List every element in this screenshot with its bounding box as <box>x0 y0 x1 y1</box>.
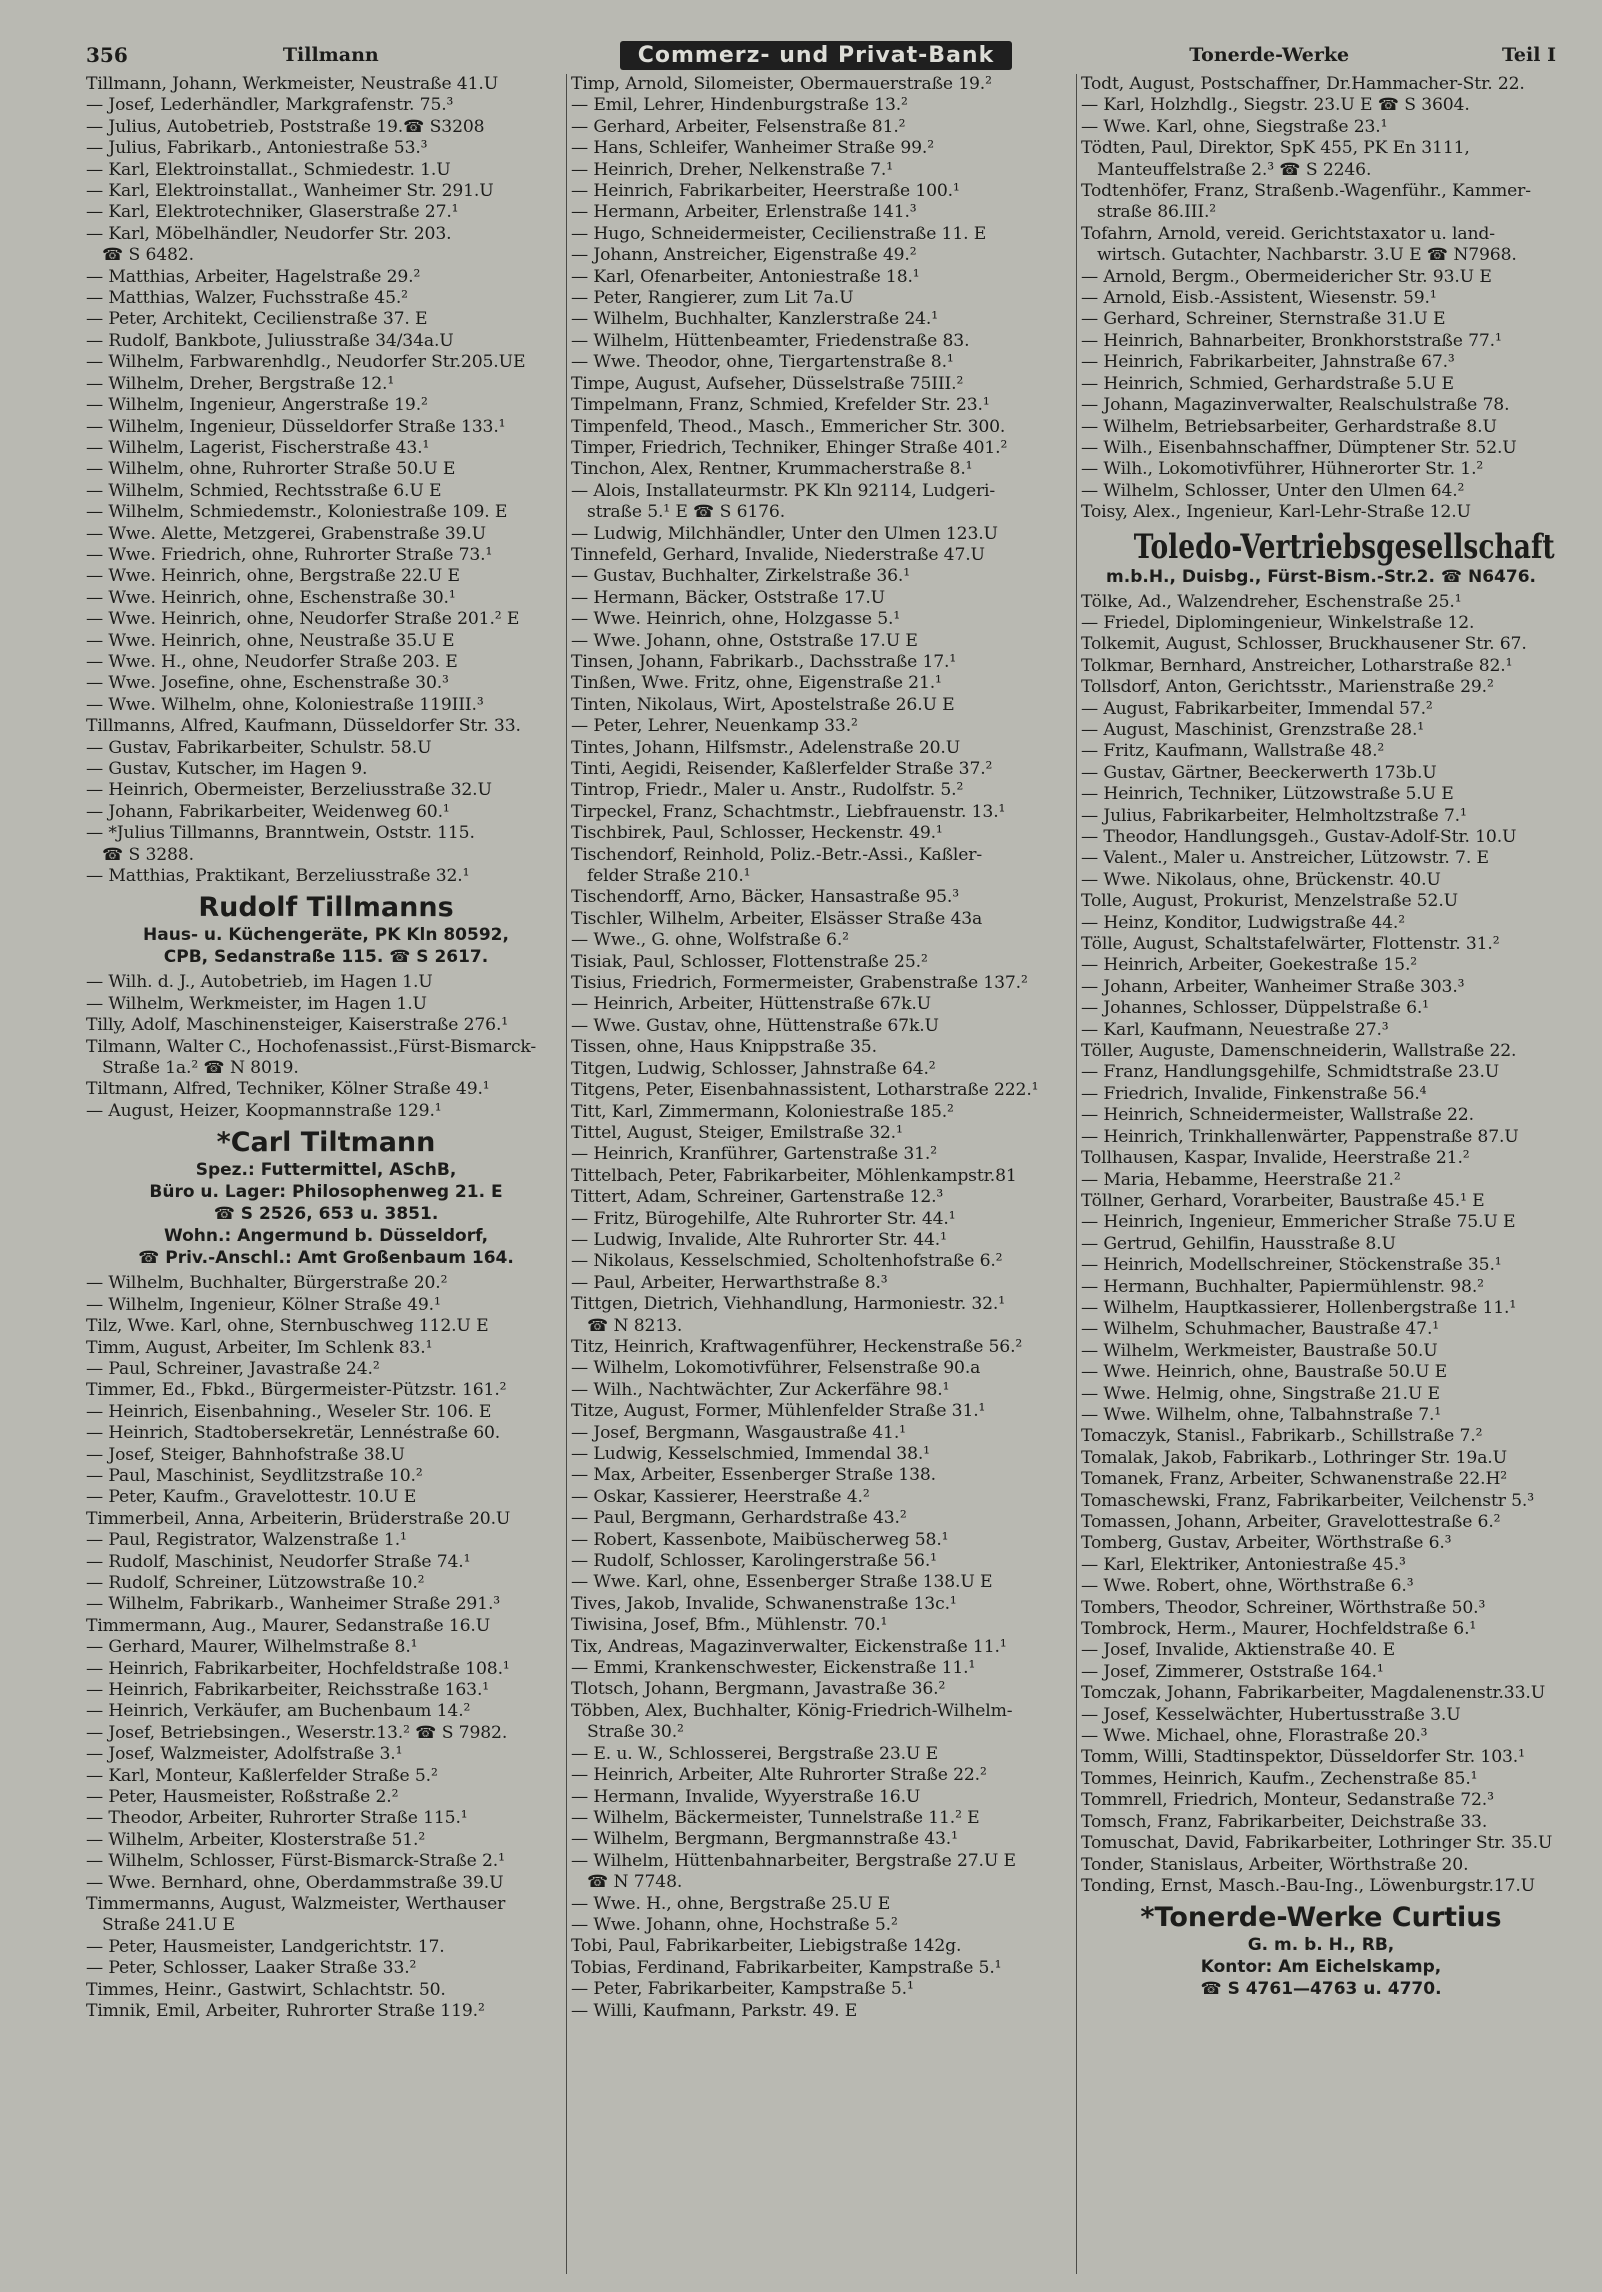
directory-entry: — Wilhelm, Schmied, Rechtsstraße 6.U E <box>86 480 442 501</box>
directory-entry: Timp, Arnold, Silomeister, Obermauerstraße 19.² <box>571 74 992 94</box>
directory-entry: Todtenhöfer, Franz, Straßenb.-Wagenführ., Kammer- <box>1081 181 1531 202</box>
directory-entry: — Friedrich, Invalide, Finkenstraße 56.⁴ <box>1081 1083 1427 1104</box>
directory-entry: — Wilhelm, Bäckermeister, Tunnelstraße 11.² E <box>571 1807 980 1828</box>
directory-entry: — Josef, Kesselwächter, Hubertusstraße 3.U <box>1081 1704 1461 1725</box>
directory-entry: — Gertrud, Gehilfin, Hausstraße 8.U <box>1081 1233 1396 1254</box>
directory-entry: — Wilhelm, Werkmeister, im Hagen 1.U <box>86 993 427 1014</box>
directory-entry: — Josef, Zimmerer, Oststraße 164.¹ <box>1081 1661 1384 1682</box>
directory-entry: — Oskar, Kassierer, Heerstraße 4.² <box>571 1486 870 1507</box>
directory-entry: — Friedel, Diplomingenieur, Winkelstraße 12. <box>1081 612 1475 633</box>
directory-entry: — Gustav, Kutscher, im Hagen 9. <box>86 759 368 779</box>
directory-entry: — Wilhelm, Werkmeister, Baustraße 50.U <box>1081 1340 1438 1361</box>
advert-carl-tiltmann <box>86 1126 566 1269</box>
directory-entry: — Peter, Hausmeister, Landgerichtstr. 17. <box>86 1936 445 1957</box>
advert-toledo <box>1081 528 1561 588</box>
directory-entry: — Heinrich, Obermeister, Berzeliusstraße 32.U <box>86 780 492 801</box>
directory-entry: — Karl, Monteur, Kaßlerfelder Straße 5.² <box>86 1765 438 1786</box>
entry-list-1a <box>86 74 566 887</box>
directory-entry: — Hermann, Buchhalter, Papiermühlenstr. 98.² <box>1081 1276 1484 1297</box>
directory-entry: — Paul, Arbeiter, Herwarthstraße 8.³ <box>571 1272 888 1293</box>
directory-entry: — Wwe. H., ohne, Neudorfer Straße 203. E <box>86 651 458 672</box>
directory-entry: — Karl, Elektrotechniker, Glaserstraße 27.¹ <box>86 202 459 223</box>
directory-entry: Tillmann, Johann, Werkmeister, Neustraße 41.U <box>86 74 499 94</box>
directory-entry: — Wwe. Heinrich, ohne, Eschenstraße 30.¹ <box>86 587 456 608</box>
directory-entry: Tilmann, Walter C., Hochofenassist.,Fürst-Bismarck- <box>86 1036 537 1057</box>
directory-entry: — Theodor, Handlungsgeh., Gustav-Adolf-Str. 10.U <box>1081 827 1517 847</box>
directory-entry: Tives, Jakob, Invalide, Schwanenstraße 13c.¹ <box>571 1593 957 1614</box>
left-headword: Tillmann <box>282 44 379 66</box>
directory-entry: — Wilhelm, Lokomotivführer, Felsenstraße 90.a <box>571 1358 981 1379</box>
directory-entry: — Wwe. Karl, ohne, Essenberger Straße 138.U E <box>571 1572 993 1593</box>
directory-entry: Tiltmann, Alfred, Techniker, Kölner Straße 49.¹ <box>86 1079 490 1100</box>
advert-title: Rudolf Tillmanns <box>198 892 454 924</box>
directory-entry: — Heinrich, Kranführer, Gartenstraße 31.² <box>571 1144 937 1165</box>
directory-entry: Tinchon, Alex, Rentner, Krummacherstraße 8.¹ <box>571 459 973 480</box>
directory-entry: — Wwe. Heinrich, ohne, Neudorfer Straße 201.² E <box>86 609 520 630</box>
directory-entry: Timmermann, Aug., Maurer, Sedanstraße 16.U <box>86 1615 491 1636</box>
directory-entry: — Wwe. Robert, ohne, Wörthstraße 6.³ <box>1081 1576 1414 1597</box>
directory-entry: Toisy, Alex., Ingenieur, Karl-Lehr-Straße 12.U <box>1081 502 1471 523</box>
directory-entry: — Wwe. Nikolaus, ohne, Brückenstr. 40.U <box>1081 869 1441 890</box>
directory-entry: Tolkemit, August, Schlosser, Bruckhausener Str. 67. <box>1081 634 1527 655</box>
directory-entry: — Hugo, Schneidermeister, Cecilienstraße 11. E <box>571 223 987 244</box>
directory-entry: — Heinrich, Arbeiter, Alte Ruhrorter Straße 22.² <box>571 1765 987 1786</box>
directory-entry: — *Julius Tillmanns, Branntwein, Oststr. 115. <box>86 823 475 844</box>
directory-entry: Tomanek, Franz, Arbeiter, Schwanenstraße 22.H² <box>1081 1469 1508 1490</box>
directory-entry: — Wilhelm, Bergmann, Bergmannstraße 43.¹ <box>571 1829 958 1850</box>
directory-entry: Tischbirek, Paul, Schlosser, Heckenstr. 49.¹ <box>571 823 943 844</box>
advert-rudolf-tillmanns <box>86 891 566 968</box>
directory-entry: — Wilhelm, Fabrikarb., Wanheimer Straße 291.³ <box>86 1594 501 1615</box>
directory-entry: — Rudolf, Maschinist, Neudorfer Straße 74.¹ <box>86 1551 471 1572</box>
directory-entry: — Wilh., Nachtwächter, Zur Ackerfähre 98.¹ <box>571 1379 950 1400</box>
advert-line: ☎ S 4761—4763 u. 4770. <box>1200 1979 1442 2000</box>
directory-entry: — Ludwig, Milchhändler, Unter den Ulmen 123.U <box>571 523 998 544</box>
directory-entry: Töller, Auguste, Damenschneiderin, Wallstraße 22. <box>1081 1041 1517 1062</box>
directory-entry: — August, Fabrikarbeiter, Immendal 57.² <box>1081 698 1433 719</box>
directory-entry: — Wilhelm, Buchhalter, Bürgerstraße 20.² <box>86 1273 448 1294</box>
advert-line: Wohn.: Angermund b. Düsseldorf, <box>163 1226 489 1247</box>
directory-entry: — Johann, Anstreicher, Eigenstraße 49.² <box>571 245 917 266</box>
directory-entry: Tinsen, Johann, Fabrikarb., Dachsstraße 17.¹ <box>571 651 957 672</box>
directory-entry: — Karl, Möbelhändler, Neudorfer Str. 203. <box>86 223 452 244</box>
directory-entry: — Wwe. H., ohne, Bergstraße 25.U E <box>571 1893 891 1914</box>
directory-entry: Titgens, Peter, Eisenbahnassistent, Lotharstraße 222.¹ <box>571 1080 1039 1101</box>
directory-entry: Tolle, August, Prokurist, Menzelstraße 52.U <box>1081 891 1458 912</box>
directory-entry: — Heinrich, Arbeiter, Hüttenstraße 67k.U <box>571 994 931 1015</box>
directory-entry: — Fritz, Bürogehilfe, Alte Ruhrorter Str. 44.¹ <box>571 1208 956 1229</box>
directory-entry: — Karl, Elektriker, Antoniestraße 45.³ <box>1081 1554 1406 1575</box>
directory-entry: — Josef, Betriebsingen., Weserstr.13.² ☎ S 7982. <box>86 1722 508 1743</box>
directory-entry: Tobi, Paul, Fabrikarbeiter, Liebigstraße 142g. <box>571 1936 962 1957</box>
directory-entry: Tittel, August, Steiger, Emilstraße 32.¹ <box>571 1122 903 1143</box>
directory-entry: Titgen, Ludwig, Schlosser, Jahnstraße 64.² <box>571 1058 936 1079</box>
directory-entry: — Wilhelm, Schlosser, Unter den Ulmen 64.² <box>1081 480 1465 501</box>
column-1 <box>86 74 566 2274</box>
directory-entry: Timnik, Emil, Arbeiter, Ruhrorter Straße 119.² <box>86 2001 485 2022</box>
entry-list-1b <box>86 972 566 1122</box>
right-headword: Tonerde-Werke <box>1189 44 1350 66</box>
directory-entry: — Matthias, Praktikant, Berzeliusstraße 32.¹ <box>86 866 470 887</box>
directory-entry: — Wwe. Alette, Metzgerei, Grabenstraße 39.U <box>86 523 486 544</box>
directory-entry: — Heinrich, Fabrikarbeiter, Hochfeldstraße 108.¹ <box>86 1658 510 1679</box>
directory-entry: Straße 1a.² ☎ N 8019. <box>86 1058 299 1079</box>
directory-entry: — Wwe. Wilhelm, ohne, Koloniestraße 119III.³ <box>86 694 484 715</box>
directory-entry: — Heinrich, Trinkhallenwärter, Pappenstraße 87.U <box>1081 1126 1519 1147</box>
directory-entry: Straße 30.² <box>571 1722 684 1743</box>
directory-entry: Tonding, Ernst, Masch.-Bau-Ing., Löwenburgstr.17.U <box>1081 1875 1536 1896</box>
directory-entry: — Peter, Schlosser, Laaker Straße 33.² <box>86 1958 417 1979</box>
directory-entry: — August, Heizer, Koopmannstraße 129.¹ <box>86 1100 442 1121</box>
directory-entry: — Emil, Lehrer, Hindenburgstraße 13.² <box>571 95 908 116</box>
directory-entry: — Julius, Fabrikarb., Antoniestraße 53.³ <box>86 138 428 159</box>
directory-entry: Timpelmann, Franz, Schmied, Krefelder Str. 23.¹ <box>571 395 990 416</box>
directory-entry: — Peter, Fabrikarbeiter, Kampstraße 5.¹ <box>571 1979 914 2000</box>
directory-entry: Tomberg, Gustav, Arbeiter, Wörthstraße 6.³ <box>1081 1533 1452 1554</box>
directory-entry: — August, Maschinist, Grenzstraße 28.¹ <box>1081 719 1425 740</box>
directory-entry: Tlotsch, Johann, Bergmann, Javastraße 36.² <box>571 1679 946 1700</box>
directory-entry: — Wilhelm, ohne, Ruhrorter Straße 50.U E <box>86 459 456 480</box>
directory-entry: — Heinrich, Fabrikarbeiter, Reichsstraße 163.¹ <box>86 1680 490 1700</box>
directory-entry: — Gerhard, Schreiner, Sternstraße 31.U E <box>1081 309 1446 330</box>
directory-entry: — Josef, Lederhändler, Markgrafenstr. 75.³ <box>86 95 454 116</box>
directory-entry: Tobias, Ferdinand, Fabrikarbeiter, Kampstraße 5.¹ <box>571 1957 1002 1978</box>
directory-entry: Todt, August, Postschaffner, Dr.Hammacher-Str. 22. <box>1081 74 1525 94</box>
directory-entry: Tilly, Adolf, Maschinensteiger, Kaiserstraße 276.¹ <box>86 1015 508 1036</box>
directory-entry: Titt, Karl, Zimmermann, Koloniestraße 185.² <box>571 1101 954 1122</box>
directory-entry: Tisiak, Paul, Schlosser, Flottenstraße 25.² <box>571 951 928 972</box>
directory-entry: felder Straße 210.¹ <box>571 866 751 887</box>
directory-entry: — Max, Arbeiter, Essenberger Straße 138. <box>571 1465 936 1486</box>
directory-entry: Titze, August, Former, Mühlenfelder Straße 31.¹ <box>571 1401 986 1422</box>
directory-entry: Tommes, Heinrich, Kaufm., Zechenstraße 85.¹ <box>1081 1768 1478 1789</box>
directory-entry: — Paul, Bergmann, Gerhardstraße 43.² <box>571 1508 907 1529</box>
directory-entry: — Hermann, Arbeiter, Erlenstraße 141.³ <box>571 202 917 223</box>
directory-entry: Tilz, Wwe. Karl, ohne, Sternbuschweg 112.U E <box>86 1316 489 1337</box>
directory-entry: ☎ S 6482. <box>86 245 194 266</box>
directory-entry: — Wwe. Helmig, ohne, Singstraße 21.U E <box>1081 1383 1440 1404</box>
directory-entry: — Karl, Holzhdlg., Siegstr. 23.U E ☎ S 3604. <box>1081 95 1470 116</box>
directory-entry: Tischler, Wilhelm, Arbeiter, Elsässer Straße 43a <box>571 908 983 929</box>
directory-entry: — Josef, Walzmeister, Adolfstraße 3.¹ <box>86 1744 403 1765</box>
directory-entry: Tomm, Willi, Stadtinspektor, Düsseldorfer Str. 103.¹ <box>1081 1747 1525 1768</box>
directory-entry: Tölke, Ad., Walzendreher, Eschenstraße 25.¹ <box>1081 591 1462 612</box>
entry-list-3a <box>1081 74 1561 524</box>
directory-entry: Tomaczyk, Stanisl., Fabrikarb., Schillstraße 7.² <box>1081 1426 1483 1447</box>
directory-entry: — Valent., Maler u. Anstreicher, Lützowstr. 7. E <box>1081 848 1489 869</box>
directory-entry: — Heinrich, Bahnarbeiter, Bronkhorststraße 77.¹ <box>1081 330 1502 351</box>
directory-entry: Tollsdorf, Anton, Gerichtsstr., Marienstraße 29.² <box>1081 677 1494 698</box>
directory-entry: — Wilhelm, Ingenieur, Angerstraße 19.² <box>86 395 428 416</box>
directory-entry: straße 5.¹ E ☎ S 6176. <box>571 502 786 523</box>
directory-entry: — Wilhelm, Ingenieur, Kölner Straße 49.¹ <box>86 1294 441 1315</box>
directory-entry: Tisius, Friedrich, Formermeister, Grabenstraße 137.² <box>571 973 1028 994</box>
advert-line: ☎ S 2526, 653 u. 3851. <box>213 1204 439 1225</box>
directory-entry: — Peter, Hausmeister, Roßstraße 2.² <box>86 1787 399 1808</box>
directory-entry: — Wilhelm, Hüttenbahnarbeiter, Bergstraße 27.U E <box>571 1850 1016 1871</box>
directory-entry: Tissen, ohne, Haus Knippstraße 35. <box>571 1037 877 1058</box>
directory-entry: Timmer, Ed., Fbkd., Bürgermeister-Pützstr. 161.² <box>86 1380 507 1401</box>
directory-entry: — Wwe. Heinrich, ohne, Holzgasse 5.¹ <box>571 609 901 630</box>
directory-entry: — Josef, Bergmann, Wasgaustraße 41.¹ <box>571 1422 906 1443</box>
directory-entry: — Emmi, Krankenschwester, Eickenstraße 11.¹ <box>571 1658 976 1679</box>
advert-line: Kontor: Am Eichelskamp, <box>1200 1957 1442 1978</box>
advert-line: G. m. b. H., RB, <box>1247 1935 1395 1956</box>
directory-entry: Tomsch, Franz, Fabrikarbeiter, Deichstraße 33. <box>1081 1811 1488 1832</box>
directory-entry: Tinnefeld, Gerhard, Invalide, Niederstraße 47.U <box>571 544 985 565</box>
directory-entry: — Wwe. Bernhard, ohne, Oberdammstraße 39.U <box>86 1872 504 1893</box>
directory-entry: Tomaschewski, Franz, Fabrikarbeiter, Veilchenstr 5.³ <box>1081 1490 1534 1511</box>
directory-entry: — Maria, Hebamme, Heerstraße 21.² <box>1081 1169 1401 1190</box>
directory-entry: — Matthias, Walzer, Fuchsstraße 45.² <box>86 288 408 309</box>
directory-entry: — Wwe. Michael, ohne, Florastraße 20.³ <box>1081 1726 1428 1747</box>
directory-entry: — Arnold, Eisb.-Assistent, Wiesenstr. 59.¹ <box>1081 288 1437 309</box>
directory-entry: — Wilhelm, Betriebsarbeiter, Gerhardstraße 8.U <box>1081 416 1497 437</box>
directory-entry: — Heinz, Konditor, Ludwigstraße 44.² <box>1081 912 1405 933</box>
directory-entry: ☎ N 8213. <box>571 1315 683 1336</box>
directory-entry: — Hermann, Bäcker, Oststraße 17.U <box>571 587 885 608</box>
directory-entry: Tonder, Stanislaus, Arbeiter, Wörthstraße 20. <box>1081 1854 1469 1875</box>
directory-entry: — Heinrich, Modellschreiner, Stöckenstraße 35.¹ <box>1081 1255 1502 1276</box>
directory-entry: — Gustav, Buchhalter, Zirkelstraße 36.¹ <box>571 566 910 587</box>
directory-entry: Tittelbach, Peter, Fabrikarbeiter, Möhlenkampstr.81 <box>571 1165 1017 1186</box>
column-3 <box>1076 74 1561 2274</box>
directory-entry: — Wwe. Karl, ohne, Siegstraße 23.¹ <box>1081 116 1388 137</box>
directory-entry: Timmermanns, August, Walzmeister, Werthauser <box>86 1894 506 1915</box>
directory-entry: — Fritz, Kaufmann, Wallstraße 48.² <box>1081 741 1385 762</box>
directory-entry: — Robert, Kassenbote, Maibüscherweg 58.¹ <box>571 1529 949 1550</box>
directory-entry: — Johann, Magazinverwalter, Realschulstraße 78. <box>1081 395 1510 416</box>
directory-entry: Tolkmar, Bernhard, Anstreicher, Lotharstraße 82.¹ <box>1081 655 1513 676</box>
directory-entry: — Hermann, Invalide, Wyyerstraße 16.U <box>571 1786 921 1807</box>
entry-list-3b <box>1081 592 1561 1898</box>
directory-entry: Tittert, Adam, Schreiner, Gartenstraße 12.³ <box>571 1187 944 1208</box>
directory-entry: — Rudolf, Bankbote, Juliusstraße 34/34a.U <box>86 330 454 351</box>
page-header <box>86 42 1556 68</box>
directory-entry: — Ludwig, Kesselschmied, Immendal 38.¹ <box>571 1444 930 1464</box>
directory-entry: Tofahrn, Arnold, vereid. Gerichtstaxator u. land- <box>1081 223 1495 244</box>
directory-entry: Timpenfeld, Theod., Masch., Emmericher Str. 300. <box>571 416 1006 437</box>
directory-entry: Többen, Alex, Buchhalter, König-Friedrich-Wilhelm- <box>571 1700 1013 1721</box>
directory-entry: — Alois, Installateurmstr. PK Kln 92114, Ludgeri- <box>571 480 996 501</box>
directory-entry: Straße 241.U E <box>86 1915 235 1936</box>
directory-entry: — Wilhelm, Schuhmacher, Baustraße 47.¹ <box>1081 1319 1440 1340</box>
directory-entry: — Willi, Kaufmann, Parkstr. 49. E <box>571 2000 858 2021</box>
directory-entry: wirtsch. Gutachter, Nachbarstr. 3.U E ☎ N7968. <box>1081 245 1517 266</box>
directory-entry: — Johannes, Schlosser, Düppelstraße 6.¹ <box>1081 998 1429 1019</box>
directory-entry: — Heinrich, Dreher, Nelkenstraße 7.¹ <box>571 159 893 180</box>
directory-entry: — Peter, Rangierer, zum Lit 7a.U <box>571 288 854 309</box>
directory-entry: Timmerbeil, Anna, Arbeiterin, Brüderstraße 20.U <box>86 1508 511 1529</box>
directory-entry: Tischendorff, Arno, Bäcker, Hansastraße 95.³ <box>571 887 959 908</box>
directory-entry: — Gerhard, Maurer, Wilhelmstraße 8.¹ <box>86 1637 418 1658</box>
advert-line: CPB, Sedanstraße 115. ☎ S 2617. <box>163 947 489 968</box>
directory-entry: Tomuschat, David, Fabrikarbeiter, Lothringer Str. 35.U <box>1081 1833 1553 1854</box>
directory-entry: — Heinrich, Ingenieur, Emmericher Straße 75.U E <box>1081 1212 1516 1233</box>
advert-line: Büro u. Lager: Philosophenweg 21. E <box>149 1182 503 1203</box>
directory-entry: Titz, Heinrich, Kraftwagenführer, Heckenstraße 56.² <box>571 1336 1023 1357</box>
directory-entry: — Nikolaus, Kesselschmied, Scholtenhofstraße 6.² <box>571 1251 1003 1272</box>
directory-entry: Tombers, Theodor, Schreiner, Wörthstraße 50.³ <box>1081 1597 1486 1618</box>
advert-title: Toledo-Vertriebsgesellschaft <box>1133 526 1555 567</box>
directory-entry: — Wilhelm, Schmiedemstr., Koloniestraße 109. E <box>86 502 508 523</box>
directory-entry: Tomczak, Johann, Fabrikarbeiter, Magdalenenstr.33.U <box>1081 1683 1546 1704</box>
directory-entry: — Heinrich, Verkäufer, am Buchenbaum 14.² <box>86 1701 471 1722</box>
directory-entry: — Wilhelm, Hüttenbeamter, Friedenstraße 83. <box>571 330 970 351</box>
directory-entry: — Wwe. Wilhelm, ohne, Talbahnstraße 7.¹ <box>1081 1404 1442 1425</box>
directory-entry: Tomalak, Jakob, Fabrikarb., Lothringer Str. 19a.U <box>1081 1447 1507 1468</box>
directory-entry: Manteuffelstraße 2.³ ☎ S 2246. <box>1081 159 1372 180</box>
directory-entry: Tirpeckel, Franz, Schachtmstr., Liebfrauenstr. 13.¹ <box>571 801 1006 822</box>
directory-entry: Tinten, Nikolaus, Wirt, Apostelstraße 26.U E <box>571 694 955 715</box>
directory-entry: Timm, August, Arbeiter, Im Schlenk 83.¹ <box>86 1337 433 1358</box>
directory-entry: — Johann, Arbeiter, Wanheimer Straße 303.³ <box>1081 976 1465 997</box>
page-number: 356 <box>86 43 128 67</box>
directory-entry: — Rudolf, Schreiner, Lützowstraße 10.² <box>86 1572 425 1593</box>
directory-entry: straße 86.III.² <box>1081 202 1217 223</box>
part-label: Teil I <box>1501 44 1556 66</box>
directory-entry: — Josef, Invalide, Aktienstraße 40. E <box>1081 1640 1396 1661</box>
directory-entry: — Hans, Schleifer, Wanheimer Straße 99.² <box>571 138 934 159</box>
directory-entry: — Heinrich, Fabrikarbeiter, Heerstraße 100.¹ <box>571 181 960 202</box>
directory-entry: — Heinrich, Eisenbahning., Weseler Str. 106. E <box>86 1401 492 1422</box>
advert-line: m.b.H., Duisbg., Fürst-Bism.-Str.2. ☎ N6476. <box>1106 566 1536 587</box>
directory-entry: — E. u. W., Schlosserei, Bergstraße 23.U E <box>571 1743 938 1764</box>
directory-entry: — Rudolf, Schlosser, Karolingerstraße 56.¹ <box>571 1551 937 1572</box>
directory-entry: ☎ N 7748. <box>571 1872 683 1893</box>
directory-entry: — Peter, Kaufm., Gravelottestr. 10.U E <box>86 1487 417 1508</box>
directory-entry: Tittgen, Dietrich, Viehhandlung, Harmoniestr. 32.¹ <box>571 1294 1005 1315</box>
directory-entry: — Paul, Schreiner, Javastraße 24.² <box>86 1358 380 1379</box>
directory-entry: Töllner, Gerhard, Vorarbeiter, Baustraße 45.¹ E <box>1081 1190 1485 1211</box>
directory-entry: — Wilhelm, Arbeiter, Klosterstraße 51.² <box>86 1829 426 1850</box>
directory-entry: — Theodor, Arbeiter, Ruhrorter Straße 115.¹ <box>86 1808 468 1829</box>
directory-entry: — Wilh., Lokomotivführer, Hühnerorter Str. 1.² <box>1081 459 1484 480</box>
entry-list-2 <box>571 74 1051 2022</box>
directory-entry: — Paul, Maschinist, Seydlitzstraße 10.² <box>86 1465 423 1486</box>
directory-entry: Tillmanns, Alfred, Kaufmann, Düsseldorfer Str. 33. <box>86 716 521 737</box>
entry-list-1c <box>86 1273 566 2022</box>
directory-entry: — Wwe. Gustav, ohne, Hüttenstraße 67k.U <box>571 1015 939 1036</box>
directory-entry: — Wilhelm, Hauptkassierer, Hollenbergstraße 11.¹ <box>1081 1297 1517 1318</box>
directory-entry: — Wwe. Theodor, ohne, Tiergartenstraße 8.¹ <box>571 352 954 373</box>
advert-tonerde-werke <box>1081 1901 1561 2000</box>
directory-entry: — Gustav, Fabrikarbeiter, Schulstr. 58.U <box>86 737 432 758</box>
directory-entry: Timmes, Heinr., Gastwirt, Schlachtstr. 50. <box>86 1979 446 2000</box>
directory-entry: — Wilhelm, Schlosser, Fürst-Bismarck-Straße 2.¹ <box>86 1851 505 1872</box>
directory-entry: — Heinrich, Schmied, Gerhardstraße 5.U E <box>1081 373 1454 394</box>
directory-entry: — Josef, Steiger, Bahnhofstraße 38.U <box>86 1444 405 1465</box>
directory-entry: Tix, Andreas, Magazinverwalter, Eickenstraße 11.¹ <box>571 1636 1007 1657</box>
advert-line: ☎ Priv.-Anschl.: Amt Großenbaum 164. <box>138 1248 514 1269</box>
directory-entry: Tintes, Johann, Hilfsmstr., Adelenstraße 20.U <box>571 737 961 758</box>
directory-entry: — Wwe. Heinrich, ohne, Baustraße 50.U E <box>1081 1362 1448 1383</box>
directory-entry: ☎ S 3288. <box>86 844 194 865</box>
advert-line: Spez.: Futtermittel, ASchB, <box>195 1160 457 1181</box>
directory-entry: — Wilh., Eisenbahnschaffner, Dümptener Str. 52.U <box>1081 437 1517 458</box>
directory-entry: — Arnold, Bergm., Obermeidericher Str. 93.U E <box>1081 266 1492 287</box>
column-2 <box>566 74 1051 2274</box>
directory-entry: — Karl, Elektroinstallat., Wanheimer Str. 291.U <box>86 181 494 202</box>
directory-entry: Tomassen, Johann, Arbeiter, Gravelottestraße 6.² <box>1081 1512 1501 1532</box>
directory-entry: — Wwe. Josefine, ohne, Eschenstraße 30.³ <box>86 673 449 694</box>
directory-entry: Tollhausen, Kaspar, Invalide, Heerstraße 21.² <box>1081 1148 1470 1169</box>
directory-entry: Tödten, Paul, Direktor, SpK 455, PK En 3111, <box>1081 138 1470 159</box>
directory-entry: — Heinrich, Stadtobersekretär, Lennéstraße 60. <box>86 1423 501 1444</box>
directory-entry: — Wilh. d. J., Autobetrieb, im Hagen 1.U <box>86 972 433 993</box>
directory-entry: — Wwe. Friedrich, ohne, Ruhrorter Straße 73.¹ <box>86 544 493 565</box>
directory-entry: — Wwe. Heinrich, ohne, Bergstraße 22.U E <box>86 566 460 587</box>
directory-entry: — Wwe. Heinrich, ohne, Neustraße 35.U E <box>86 630 455 651</box>
directory-entry: Tombrock, Herm., Maurer, Hochfeldstraße 6.¹ <box>1081 1619 1477 1640</box>
directory-entry: — Heinrich, Techniker, Lützowstraße 5.U E <box>1081 784 1454 805</box>
directory-entry: — Wilhelm, Buchhalter, Kanzlerstraße 24.¹ <box>571 309 938 330</box>
directory-entry: — Peter, Architekt, Cecilienstraße 37. E <box>86 309 428 330</box>
directory-entry: Tölle, August, Schaltstafelwärter, Flottenstr. 31.² <box>1081 934 1500 955</box>
directory-entry: — Karl, Kaufmann, Neuestraße 27.³ <box>1081 1019 1389 1040</box>
directory-entry: — Johann, Fabrikarbeiter, Weidenweg 60.¹ <box>86 801 450 822</box>
directory-entry: — Karl, Ofenarbeiter, Antoniestraße 18.¹ <box>571 266 920 287</box>
directory-entry: Tischendorf, Reinhold, Poliz.-Betr.-Assi., Kaßler- <box>571 844 983 865</box>
directory-entry: Timpe, August, Aufseher, Düsselstraße 75III.² <box>571 373 964 394</box>
directory-entry: — Wilhelm, Ingenieur, Düsseldorfer Straße 133.¹ <box>86 416 506 437</box>
directory-entry: — Paul, Registrator, Walzenstraße 1.¹ <box>86 1530 407 1551</box>
directory-entry: — Wwe. Johann, ohne, Oststraße 17.U E <box>571 630 918 651</box>
directory-entry: — Gustav, Gärtner, Beeckerwerth 173b.U <box>1081 762 1437 783</box>
directory-entry: — Wwe., G. ohne, Wolfstraße 6.² <box>571 930 849 951</box>
bank-banner: Commerz- und Privat-Bank <box>620 41 1012 70</box>
directory-entry: Tommrell, Friedrich, Monteur, Sedanstraße 72.³ <box>1081 1790 1494 1811</box>
directory-entry: — Julius, Autobetrieb, Poststraße 19.☎ S3208 <box>86 116 485 137</box>
advert-title: *Carl Tiltmann <box>216 1127 436 1159</box>
directory-entry: — Julius, Fabrikarbeiter, Helmholtzstraße 7.¹ <box>1081 805 1467 826</box>
advert-title: *Tonerde-Werke Curtius <box>1140 1902 1502 1934</box>
directory-entry: — Wilhelm, Farbwarenhdlg., Neudorfer Str.205.UE <box>86 352 526 373</box>
directory-entry: — Wilhelm, Lagerist, Fischerstraße 43.¹ <box>86 437 430 458</box>
advert-line: Haus- u. Küchengeräte, PK Kln 80592, <box>143 925 509 946</box>
directory-entry: Tinßen, Wwe. Fritz, ohne, Eigenstraße 21.¹ <box>571 673 942 694</box>
directory-entry: Tiwisina, Josef, Bfm., Mühlenstr. 70.¹ <box>571 1615 888 1636</box>
directory-entry: — Heinrich, Fabrikarbeiter, Jahnstraße 67.³ <box>1081 352 1455 373</box>
directory-entry: Timper, Friedrich, Techniker, Ehinger Straße 401.² <box>571 437 1008 458</box>
directory-entry: — Heinrich, Arbeiter, Goekestraße 15.² <box>1081 955 1418 976</box>
directory-entry: Tinti, Aegidi, Reisender, Kaßlerfelder Straße 37.² <box>571 759 993 779</box>
directory-entry: — Peter, Lehrer, Neuenkamp 33.² <box>571 716 858 737</box>
directory-entry: — Wwe. Johann, ohne, Hochstraße 5.² <box>571 1914 898 1935</box>
directory-entry: — Gerhard, Arbeiter, Felsenstraße 81.² <box>571 116 906 137</box>
directory-entry: — Ludwig, Invalide, Alte Ruhrorter Str. 44.¹ <box>571 1229 947 1250</box>
directory-entry: — Heinrich, Schneidermeister, Wallstraße 22. <box>1081 1105 1474 1126</box>
directory-entry: — Karl, Elektroinstallat., Schmiedestr. 1.U <box>86 159 451 180</box>
directory-entry: — Matthias, Arbeiter, Hagelstraße 29.² <box>86 266 421 287</box>
directory-entry: — Franz, Handlungsgehilfe, Schmidtstraße 23.U <box>1081 1062 1500 1083</box>
directory-entry: — Wilhelm, Dreher, Bergstraße 12.¹ <box>86 373 395 394</box>
directory-entry: Tintrop, Friedr., Maler u. Anstr., Rudolfstr. 5.² <box>571 780 964 801</box>
